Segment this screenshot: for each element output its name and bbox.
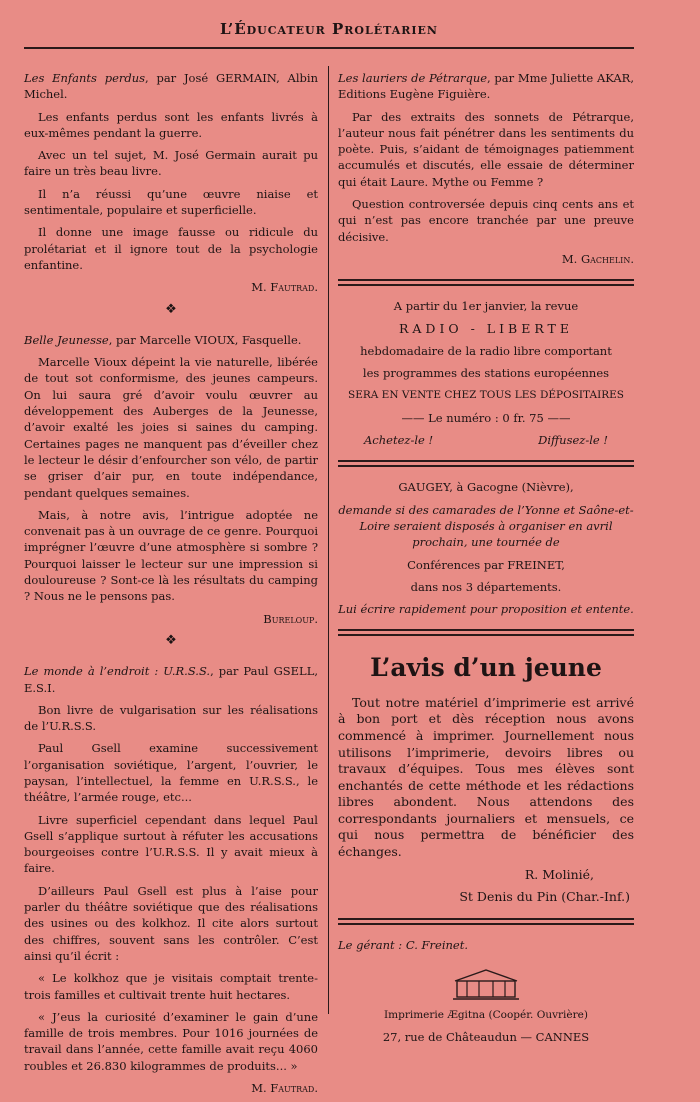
notice-line: hebdomadaire de la radio libre comportant bbox=[360, 343, 612, 358]
radio-title: RADIO - LIBERTE bbox=[398, 320, 574, 336]
review-2-heading bbox=[24, 332, 318, 348]
signature: R. Molinié, bbox=[524, 866, 594, 882]
paragraph: Tout notre matériel d’imprimerie est arrivé à bon port et dès réception nous avons commencé à imprimer. Journellement nous utilisons l’imprimerie, devoirs libres ou travaux d’équipes. Tous mes élèves sont enchantés de cette méthode et les rédactions libres abondent. Nous attendons des correspondants journaliers et mensuels, ce qui nous permettra de bénéficier des échanges. bbox=[338, 694, 634, 860]
notice-line: Lui écrire rapidement pour proposition et entente. bbox=[338, 602, 634, 617]
review-meta: , par Paul GSELL, E.S.I. bbox=[24, 664, 318, 695]
review-4-heading bbox=[338, 70, 634, 103]
review-meta: , par Marcelle VIOUX, Fasquelle. bbox=[108, 332, 302, 347]
diamond-ornament-icon: ❖ bbox=[165, 301, 177, 317]
quote: « J’eus la curiosité d’examiner le gain d’une famille de trois membres. Pour 1016 journées de travail dans l’année, cette famille avait reçu 4060 roubles et 26.830 kilogrammes de produits... » bbox=[24, 1009, 318, 1073]
double-rule bbox=[338, 918, 634, 925]
printer-address: 27, rue de Châteaudun — CANNES bbox=[382, 1030, 590, 1045]
paragraph: Paul Gsell examine successivement l’organisation soviétique, l’argent, l’ouvrier, le paysan, l’intellectuel, la femme en U.R.S.S., le théâtre, l’armée rouge, etc... bbox=[24, 741, 318, 805]
notice-line: Conférences par FREINET, bbox=[407, 557, 565, 572]
signature: M. Fautrad. bbox=[251, 1081, 318, 1096]
column-divider bbox=[328, 66, 329, 1014]
right-column bbox=[338, 70, 634, 1052]
paragraph: Avec un tel sujet, M. José Germain aurait pu faire un très beau livre. bbox=[24, 148, 318, 179]
paragraph: Bon livre de vulgarisation sur les réalisations de l’U.R.S.S. bbox=[24, 702, 318, 734]
gaugey-notice bbox=[338, 479, 634, 617]
paragraph: D’ailleurs Paul Gsell est plus à l’aise pour parler du théâtre soviétique que des réalisations des usines ou des kolkhoz. Il cite alors surtout des chiffres, souvent sans les contrôler. C’est ainsi qu’il écrit : bbox=[24, 883, 318, 963]
avis-body bbox=[338, 695, 634, 906]
paragraph: Livre superficiel cependant dans lequel Paul Gsell s’applique surtout à réfuter les accusations bourgeoises contre l’U.R.S.S. Il y avait mieux à faire. bbox=[24, 812, 318, 876]
review-3-heading bbox=[24, 663, 318, 696]
paragraph: Mais, à notre avis, l’intrigue adoptée ne convenait pas à un ouvrage de ce genre. Pourquoi imprégner l’œuvre d’une atmosphère si sombre ? Pourquoi laisser le lecteur sur une impression si douloureuse ? Sont-ce là les résultats du camping ? Nous ne le pensons pas. bbox=[24, 507, 318, 604]
price-line: —— Le numéro : 0 fr. 75 —— bbox=[401, 410, 571, 425]
slogans bbox=[338, 432, 634, 448]
notice-text: demande si des camarades de l’Yonne et Saône-et-Loire seraient disposés à organiser en avril prochain, une tournée de bbox=[338, 502, 634, 550]
paragraph: Il donne une image fausse ou ridicule du prolétariat et il ignore tout de la psychologie enfantine. bbox=[24, 225, 318, 272]
review-meta: , par Mme Juliette AKAR, Editions Eugène Figuière. bbox=[338, 71, 634, 102]
review-title: Les Enfants perdus bbox=[24, 71, 146, 85]
paragraph: Il n’a réussi qu’une œuvre niaise et sentimentale, populaire et superficielle. bbox=[24, 186, 318, 218]
quote: « Le kolkhoz que je visitais comptait trente-trois familles et cultivait trente huit hectares. bbox=[24, 971, 318, 1002]
printer-mark-icon bbox=[451, 967, 521, 1001]
journal-title: L’Éducateur Prolétarien bbox=[220, 20, 438, 38]
review-title: Les lauriers de Pétrarque bbox=[338, 71, 488, 85]
slogan-spread: Diffusez-le ! bbox=[538, 433, 608, 448]
paragraph: Par des extraits des sonnets de Pétrarque, l’auteur nous fait pénétrer dans les sentiments du poète. Puis, s’aidant de témoignages patiemment accumulés et discutés, elle essaie de déterminer qui était Laure. Mythe ou Femme ? bbox=[338, 109, 634, 189]
signature: M. Fautrad. bbox=[251, 280, 318, 295]
notice-line: les programmes des stations européennes bbox=[362, 366, 610, 381]
notice-line: SERA EN VENTE CHEZ TOUS LES DÉPOSITAIRES bbox=[348, 389, 624, 402]
avis-title: L’avis d’un jeune bbox=[370, 653, 602, 683]
signature-place: St Denis du Pin (Char.-Inf.) bbox=[459, 889, 630, 905]
header-rule bbox=[24, 47, 634, 49]
notice-line: GAUGEY, à Gacogne (Nièvre), bbox=[398, 480, 574, 495]
slogan-buy: Achetez-le ! bbox=[364, 433, 434, 448]
double-rule bbox=[338, 629, 634, 636]
signature: Bureloup. bbox=[263, 611, 318, 626]
review-title: Belle Jeunesse bbox=[24, 332, 109, 347]
signature: M. Gachelin. bbox=[561, 251, 634, 266]
printer-line: Imprimerie Ægitna (Coopér. Ouvrière) bbox=[384, 1009, 588, 1022]
notice-line: dans nos 3 départements. bbox=[410, 579, 562, 594]
notice-line: A partir du 1er janvier, la revue bbox=[393, 299, 579, 314]
paragraph: Question controversée depuis cinq cents ans et qui n’est pas encore tranchée par une preuve décisive. bbox=[338, 197, 634, 244]
gerant-line: Le gérant : C. Freinet. bbox=[338, 937, 468, 952]
radio-liberte-notice bbox=[338, 298, 634, 448]
review-1-heading bbox=[24, 70, 318, 103]
paragraph: Marcelle Vioux dépeint la vie naturelle, libérée de tout sot conformisme, des jeunes campeurs. On lui saura gré d’avoir voulu œuvrer au développement des Auberges de la Jeunesse, d’avoir exalté les joies si saines du camping. Certaines pages ne manquent pas d’éveiller chez le lecteur le désir d’enfourcher son vélo, de partir se griser d’air pur, en toute indépendance, pendant quelques semaines. bbox=[24, 355, 318, 500]
left-column bbox=[24, 70, 318, 1102]
double-rule bbox=[338, 460, 634, 467]
review-title: Le monde à l’endroit : U.R.S.S. bbox=[24, 664, 211, 679]
paragraph: Les enfants perdus sont les enfants livrés à eux-mêmes pendant la guerre. bbox=[24, 109, 318, 140]
review-meta: , par José GERMAIN, Albin Michel. bbox=[24, 71, 318, 102]
double-rule bbox=[338, 279, 634, 286]
diamond-ornament-icon: ❖ bbox=[165, 632, 177, 648]
